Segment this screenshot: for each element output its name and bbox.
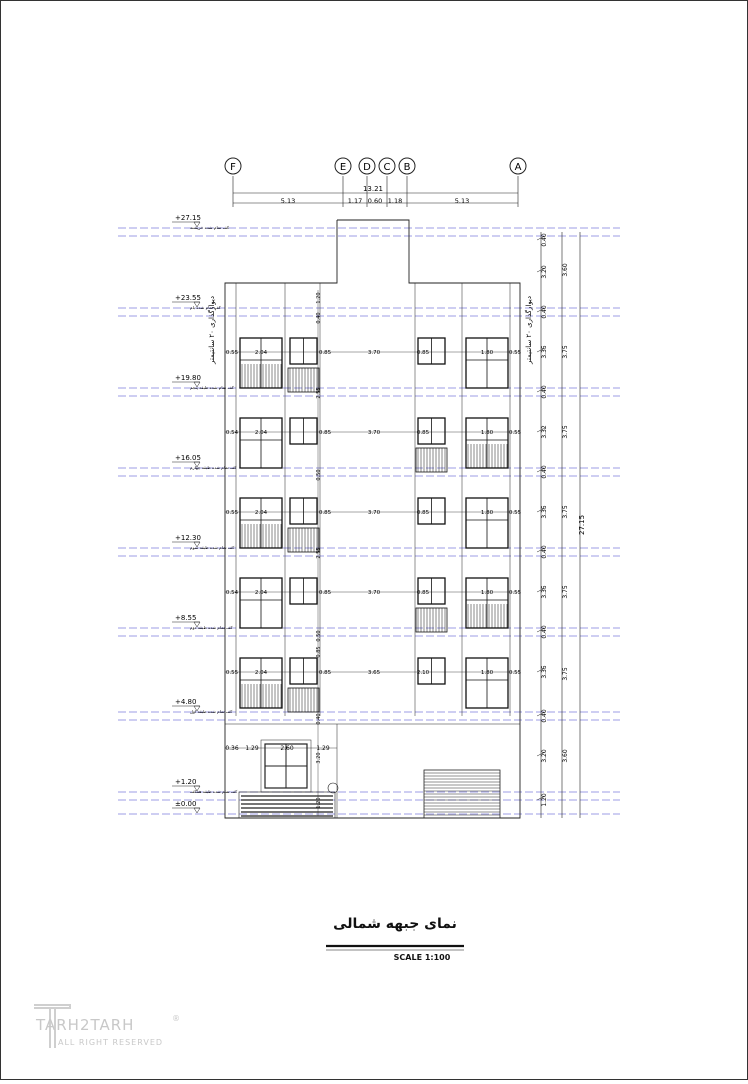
level-triangle bbox=[194, 808, 200, 813]
level-value: +23.55 bbox=[175, 294, 201, 302]
ground-floor bbox=[225, 740, 500, 818]
right-dim-inner: 0.40 bbox=[541, 305, 548, 319]
total-width-label: 13.21 bbox=[362, 185, 384, 193]
level-label: کف تمام شده طبقه اول bbox=[190, 709, 233, 714]
right-dim-inner: 0.40 bbox=[541, 625, 548, 639]
small-railing bbox=[288, 528, 319, 552]
small-railing bbox=[416, 448, 447, 472]
center-dim: 3.70 bbox=[367, 590, 381, 596]
building-outline bbox=[225, 220, 520, 818]
window-width-dim: 2.04 bbox=[254, 590, 268, 596]
level-value: ±0.00 bbox=[175, 800, 197, 808]
axis-bubble-d bbox=[359, 158, 375, 174]
right-dim-outer: 3.60 bbox=[562, 749, 569, 763]
level-value: +8.55 bbox=[175, 614, 197, 622]
floor-row bbox=[225, 338, 522, 392]
axis-bubble-a bbox=[510, 158, 526, 174]
facade-note-right: دیوارگذاری ۲۰ سانتیمتر bbox=[525, 296, 533, 364]
small-railing bbox=[416, 608, 447, 632]
window-width-dim-right: 1.80 bbox=[480, 430, 494, 436]
watermark-registered: ® bbox=[172, 1014, 180, 1023]
left-edge-dim: 0.54 bbox=[225, 590, 239, 596]
mid-dim-left: 0.85 bbox=[318, 590, 332, 596]
right-dim-inner: 3.32 bbox=[541, 425, 548, 439]
ground-dim-2: 1.29 bbox=[245, 745, 259, 752]
right-dim-outer: 3.75 bbox=[562, 505, 569, 519]
vertical-dim-label: 2.55 bbox=[316, 547, 322, 559]
level-label: کف تمام شده خرپشته bbox=[190, 225, 229, 230]
small-railing bbox=[288, 368, 319, 392]
garage-door-slats bbox=[424, 773, 500, 815]
center-dim: 3.70 bbox=[367, 350, 381, 356]
floor-row bbox=[225, 498, 522, 552]
left-edge-dim: 0.55 bbox=[225, 350, 239, 356]
mid-dim-left: 0.85 bbox=[318, 670, 332, 676]
watermark-subtitle: ALL RIGHT RESERVED bbox=[58, 1038, 164, 1047]
level-value: +16.05 bbox=[175, 454, 201, 462]
mid-dim-left: 0.85 bbox=[318, 430, 332, 436]
right-edge-dim: 0.55 bbox=[508, 590, 522, 596]
axis-bubble-f bbox=[225, 158, 241, 174]
drawing-title: نمای جبهه شمالی bbox=[333, 916, 457, 932]
vertical-dim-label: 2.55 bbox=[316, 387, 322, 399]
center-dim: 3.65 bbox=[367, 670, 381, 676]
level-value: +4.80 bbox=[175, 698, 197, 706]
right-dim-inner: 0.40 bbox=[541, 545, 548, 559]
tree-symbol bbox=[328, 783, 338, 793]
level-label: کف تمام شده بام bbox=[190, 305, 221, 310]
floor-windows bbox=[225, 338, 522, 712]
overall-height-label: 27.15 bbox=[578, 514, 586, 536]
axis-label-a: A bbox=[514, 162, 522, 173]
floor-row bbox=[225, 578, 522, 632]
floor-row bbox=[225, 658, 522, 712]
floor-row bbox=[225, 418, 522, 472]
window-width-dim: 2.04 bbox=[254, 510, 268, 516]
right-edge-dim: 0.55 bbox=[508, 430, 522, 436]
window-width-dim-right: 1.80 bbox=[480, 510, 494, 516]
level-label: کف تمام شده طبقه دوم bbox=[190, 625, 233, 630]
window-width-dim: 2.04 bbox=[254, 430, 268, 436]
vertical-dim-label: 3.20 bbox=[316, 752, 322, 764]
axis-bubbles bbox=[225, 158, 526, 174]
top-dim-3: 0.60 bbox=[367, 197, 383, 205]
window-width-dim-right: 1.80 bbox=[480, 590, 494, 596]
mid-dim-left: 0.85 bbox=[318, 350, 332, 356]
ground-dim-4: 1.29 bbox=[316, 745, 330, 752]
right-dim-inner: 0.40 bbox=[541, 233, 548, 247]
left-edge-dim: 0.55 bbox=[225, 670, 239, 676]
level-value: +27.15 bbox=[175, 214, 201, 222]
vertical-dim-label: 1.20 bbox=[316, 797, 322, 809]
window-width-dim-right: 1.80 bbox=[480, 670, 494, 676]
right-edge-dim: 0.55 bbox=[508, 350, 522, 356]
right-dim-inner: 0.40 bbox=[541, 709, 548, 723]
axis-bubble-b bbox=[399, 158, 415, 174]
right-dim-outer: 3.75 bbox=[562, 425, 569, 439]
top-dim-2: 1.17 bbox=[347, 197, 363, 205]
window-width-dim: 2.04 bbox=[254, 350, 268, 356]
vertical-dim-label: 0.40 bbox=[316, 312, 322, 324]
axis-label-f: F bbox=[230, 162, 236, 173]
top-dim-1: 5.13 bbox=[280, 197, 296, 205]
right-dim-inner: 3.20 bbox=[541, 265, 548, 279]
right-edge-dim: 0.55 bbox=[508, 670, 522, 676]
right-dim-inner: 0.40 bbox=[541, 385, 548, 399]
right-dim-inner: 3.20 bbox=[541, 749, 548, 763]
ground-dim-3: 2.60 bbox=[280, 745, 294, 752]
top-dim-4: 1.18 bbox=[387, 197, 403, 205]
axis-label-e: E bbox=[339, 162, 347, 173]
right-dim-outer: 3.75 bbox=[562, 585, 569, 599]
axis-label-c: C bbox=[383, 162, 391, 173]
right-dimension-chains bbox=[537, 232, 580, 818]
level-value: +12.30 bbox=[175, 534, 201, 542]
vertical-dim-label: 1.20 bbox=[316, 292, 322, 304]
level-label: کف تمام شده طبقه سوم bbox=[190, 545, 235, 550]
center-dim: 3.70 bbox=[367, 510, 381, 516]
ground-dim-1: 0.36 bbox=[225, 745, 239, 752]
right-dim-inner: 1.20 bbox=[541, 793, 548, 807]
drawing-scale: SCALE 1:100 bbox=[393, 953, 451, 962]
mid-dim-right: 0.85 bbox=[416, 590, 430, 596]
small-railing bbox=[288, 688, 319, 712]
watermark-name: TARH2TARH bbox=[36, 1016, 135, 1034]
facade-note-left: دیوارگذاری ۲۰ سانتیمتر bbox=[208, 296, 216, 364]
right-dim-inner: 3.35 bbox=[541, 665, 548, 679]
vertical-dim-label: 0.40 bbox=[316, 713, 322, 725]
axis-label-d: D bbox=[363, 162, 371, 173]
vertical-dim-label: 0.50 bbox=[316, 630, 322, 642]
mid-dim-right: 0.85 bbox=[416, 430, 430, 436]
building-silhouette bbox=[225, 220, 520, 818]
top-dim-5: 5.13 bbox=[454, 197, 470, 205]
level-value: +1.20 bbox=[175, 778, 197, 786]
level-label: کف تمام شده طبقه چهارم bbox=[190, 465, 237, 470]
right-dim-inner: 3.35 bbox=[541, 585, 548, 599]
center-dim: 3.70 bbox=[367, 430, 381, 436]
window-width-dim-right: 1.80 bbox=[480, 350, 494, 356]
vertical-dim-label: 0.85 bbox=[316, 646, 322, 658]
right-dim-outer: 3.60 bbox=[562, 263, 569, 277]
level-label: کف تمام شده طبقه پنجم bbox=[190, 385, 234, 390]
level-value: +19.80 bbox=[175, 374, 201, 382]
vertical-dim-label: 0.50 bbox=[316, 469, 322, 481]
mid-dim-right: 0.85 bbox=[416, 510, 430, 516]
right-dim-inner: 3.35 bbox=[541, 505, 548, 519]
window-width-dim: 2.04 bbox=[254, 670, 268, 676]
right-dim-inner: 3.35 bbox=[541, 345, 548, 359]
axis-bubble-c bbox=[379, 158, 395, 174]
left-edge-dim: 0.55 bbox=[225, 510, 239, 516]
mid-dim-left: 0.85 bbox=[318, 510, 332, 516]
axis-bubble-e bbox=[335, 158, 351, 174]
axis-label-b: B bbox=[403, 162, 411, 173]
mid-dim-right: 0.85 bbox=[416, 350, 430, 356]
right-dim-inner: 0.40 bbox=[541, 465, 548, 479]
right-edge-dim: 0.55 bbox=[508, 510, 522, 516]
level-label: کف تمام شده طبقه همکف bbox=[190, 789, 238, 794]
right-dim-outer: 3.75 bbox=[562, 667, 569, 681]
right-dim-outer: 3.75 bbox=[562, 345, 569, 359]
mid-dim-right: 2.10 bbox=[416, 670, 430, 676]
left-edge-dim: 0.54 bbox=[225, 430, 239, 436]
